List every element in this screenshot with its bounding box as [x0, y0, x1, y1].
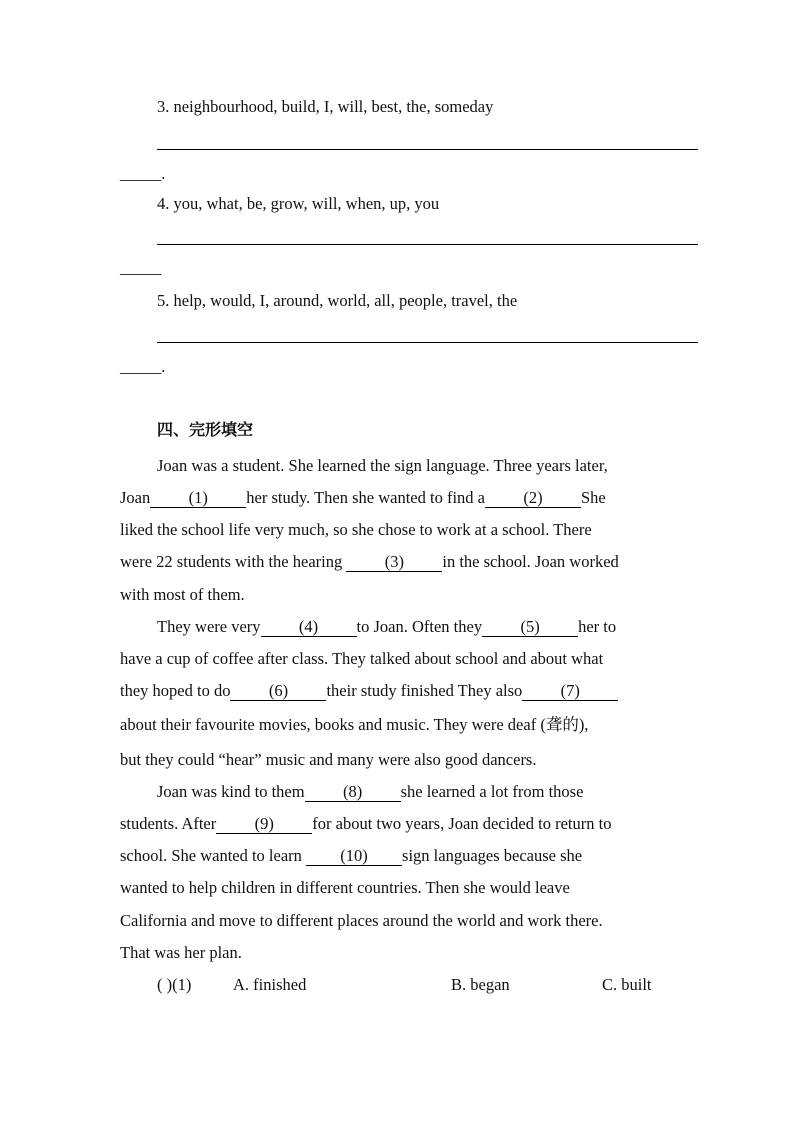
passage-text: They were very: [157, 617, 261, 636]
cloze-blank-8[interactable]: (8): [305, 783, 401, 802]
passage-text: She: [580, 488, 606, 507]
passage-line: liked the school life very much, so she chose to work at a school. There: [120, 520, 592, 539]
passage-line: [120, 488, 606, 508]
passage-text: their study finished They also: [326, 681, 523, 700]
answer-line-4-tail[interactable]: _____: [120, 258, 162, 277]
passage-text: to Joan. Often they: [356, 617, 483, 636]
passage-text: her study. Then she wanted to find a: [246, 488, 485, 507]
question-1-option-c[interactable]: C. built: [602, 975, 652, 994]
passage-line: California and move to different places around the world and work there.: [120, 911, 603, 930]
passage-line: That was her plan.: [120, 943, 242, 962]
passage-text: they hoped to do: [120, 681, 231, 700]
cloze-blank-10[interactable]: (10): [306, 847, 402, 866]
cloze-blank-5[interactable]: (5): [482, 618, 578, 637]
passage-text: she learned a lot from those: [400, 782, 584, 801]
passage-line: [157, 617, 616, 637]
answer-line-3[interactable]: [157, 149, 698, 150]
answer-line-5-tail[interactable]: _____.: [120, 357, 166, 376]
cloze-blank-6[interactable]: (6): [230, 682, 326, 701]
passage-text: students. After: [120, 814, 217, 833]
passage-text: for about two years, Joan decided to return to: [312, 814, 612, 833]
rearrange-item-5-prompt: 5. help, would, I, around, world, all, people, travel, the: [157, 291, 518, 310]
passage-line: with most of them.: [120, 585, 245, 604]
cloze-blank-3[interactable]: (3): [346, 553, 442, 572]
passage-line: Joan was a student. She learned the sign language. Three years later,: [157, 456, 608, 475]
passage-line: [120, 846, 582, 866]
passage-line: [157, 782, 583, 802]
passage-line: [120, 552, 619, 572]
passage-line: have a cup of coffee after class. They talked about school and about what: [120, 649, 604, 668]
passage-line: but they could “hear” music and many were also good dancers.: [120, 750, 537, 769]
passage-text: sign languages because she: [402, 846, 583, 865]
answer-line-4[interactable]: [157, 244, 698, 245]
question-1-option-a[interactable]: A. finished: [233, 975, 307, 994]
cloze-blank-4[interactable]: (4): [261, 618, 357, 637]
passage-text: school. She wanted to learn: [120, 846, 307, 865]
passage-text: Joan was kind to them: [157, 782, 305, 801]
passage-text: in the school. Joan worked: [442, 552, 619, 571]
question-1-option-b[interactable]: B. began: [451, 975, 510, 994]
passage-line: wanted to help children in different countries. Then she would leave: [120, 878, 570, 897]
answer-line-3-tail[interactable]: _____.: [120, 164, 166, 183]
cloze-blank-1[interactable]: (1): [150, 489, 246, 508]
passage-line: about their favourite movies, books and music. They were deaf (聋的),: [120, 715, 589, 734]
passage-text: Joan: [120, 488, 151, 507]
passage-text: her to: [578, 617, 617, 636]
question-1-answer-paren[interactable]: ( )(1): [157, 975, 192, 994]
cloze-blank-9[interactable]: (9): [216, 815, 312, 834]
passage-line: [120, 681, 618, 701]
passage-text: were 22 students with the hearing: [120, 552, 347, 571]
section-title: 四、完形填空: [157, 420, 254, 439]
cloze-blank-2[interactable]: (2): [485, 489, 581, 508]
cloze-blank-7[interactable]: (7): [522, 682, 618, 701]
passage-line: [120, 814, 611, 834]
answer-line-5[interactable]: [157, 342, 698, 343]
rearrange-item-3-prompt: 3. neighbourhood, build, I, will, best, the, someday: [157, 97, 494, 116]
rearrange-item-4-prompt: 4. you, what, be, grow, will, when, up, you: [157, 194, 440, 213]
